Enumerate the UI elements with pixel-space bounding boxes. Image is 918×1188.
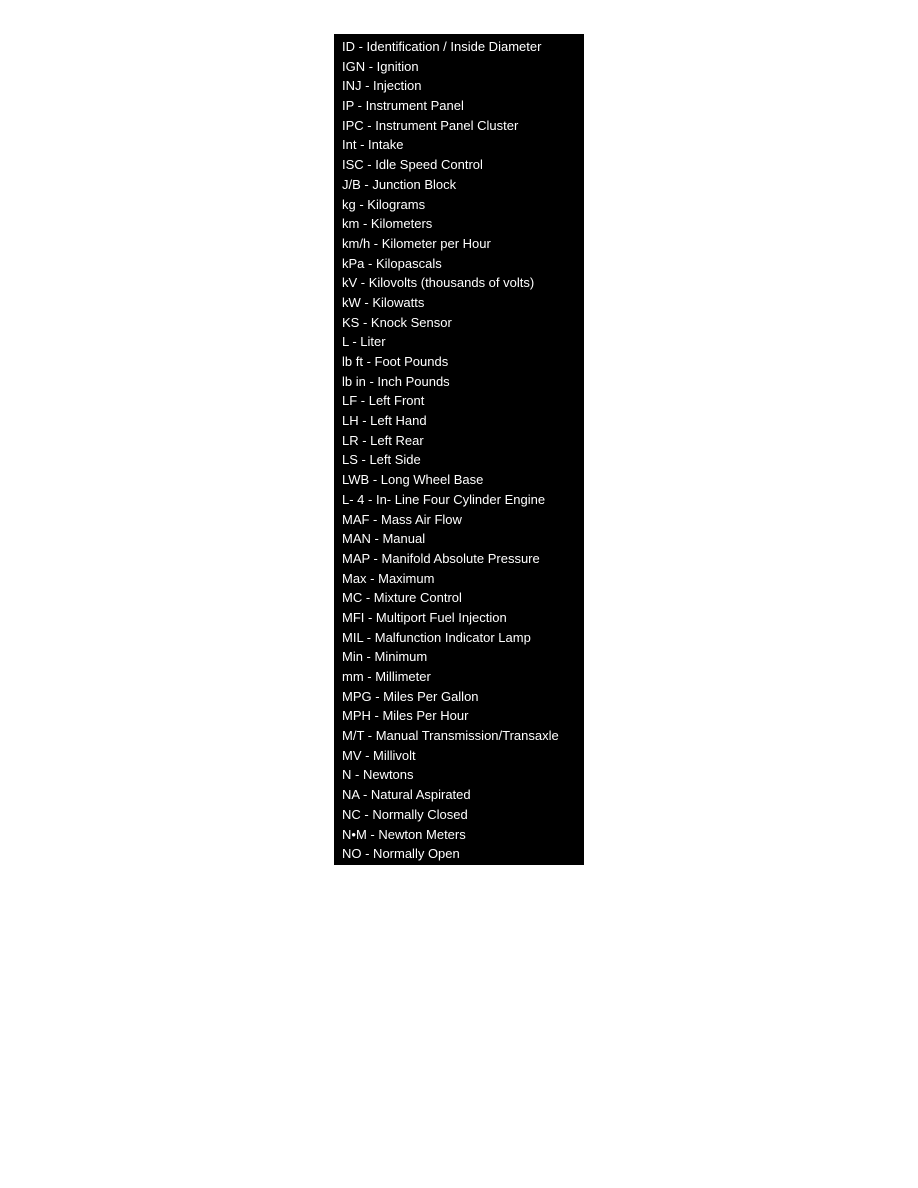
abbreviation-item: kPa - Kilopascals	[342, 255, 442, 271]
abbreviation-item: L- 4 - In- Line Four Cylinder Engine	[342, 491, 546, 507]
abbreviation-item: IPC - Instrument Panel Cluster	[342, 117, 519, 133]
abbreviation-item: MAN - Manual	[342, 531, 426, 547]
abbreviation-item: Max - Maximum	[342, 570, 435, 586]
abbreviation-item: INJ - Injection	[342, 78, 422, 94]
abbreviation-item: Int - Intake	[342, 137, 404, 153]
abbreviation-item: MAP - Manifold Absolute Pressure	[342, 550, 540, 566]
abbreviation-item: KS - Knock Sensor	[342, 314, 452, 330]
abbreviation-item: lb ft - Foot Pounds	[342, 354, 449, 369]
abbreviation-item: kV - Kilovolts (thousands of volts)	[342, 275, 535, 291]
abbreviation-item: km/h - Kilometer per Hour	[342, 235, 491, 251]
abbreviation-item: IGN - Ignition	[342, 58, 419, 74]
abbreviation-item: LWB - Long Wheel Base	[342, 472, 484, 488]
abbreviation-item: lb in - Inch Pounds	[342, 373, 450, 389]
abbreviation-item: MPG - Miles Per Gallon	[342, 688, 479, 704]
abbreviation-item: NC - Normally Closed	[342, 806, 468, 822]
abbreviation-item: ISC - Idle Speed Control	[342, 157, 483, 173]
abbreviation-item: NA - Natural Aspirated	[342, 787, 471, 803]
abbreviation-item: M/T - Manual Transmission/Transaxle	[342, 728, 559, 744]
abbreviation-item: mm - Millimeter	[342, 669, 431, 684]
abbreviation-list	[342, 37, 584, 864]
abbreviation-item: J/B - Junction Block	[342, 176, 457, 192]
abbreviation-item: IP - Instrument Panel	[342, 98, 464, 114]
abbreviation-item: LS - Left Side	[342, 452, 421, 468]
abbreviation-item: kg - Kilograms	[342, 196, 426, 212]
abbreviation-item: LR - Left Rear	[342, 432, 424, 448]
abbreviation-item: Min - Minimum	[342, 649, 428, 665]
abbreviation-item: kW - Kilowatts	[342, 294, 425, 310]
abbreviation-item: LF - Left Front	[342, 393, 425, 409]
abbreviation-item: MV - Millivolt	[342, 747, 416, 763]
abbreviation-item: L - Liter	[342, 334, 386, 350]
abbreviation-item: MC - Mixture Control	[342, 590, 462, 606]
abbreviation-item: N - Newtons	[342, 767, 414, 783]
abbreviation-item: LH - Left Hand	[342, 413, 427, 429]
abbreviation-item: ID - Identification / Inside Diameter	[342, 39, 542, 54]
abbreviation-item: MAF - Mass Air Flow	[342, 511, 462, 527]
abbreviation-item: km - Kilometers	[342, 216, 433, 232]
abbreviation-item: MIL - Malfunction Indicator Lamp	[342, 629, 531, 645]
abbreviation-item: MPH - Miles Per Hour	[342, 708, 469, 724]
abbreviation-panel	[334, 34, 584, 865]
abbreviation-item: MFI - Multiport Fuel Injection	[342, 609, 507, 625]
abbreviation-item: N•M - Newton Meters	[342, 826, 466, 842]
abbreviation-item: NO - Normally Open	[342, 846, 460, 862]
